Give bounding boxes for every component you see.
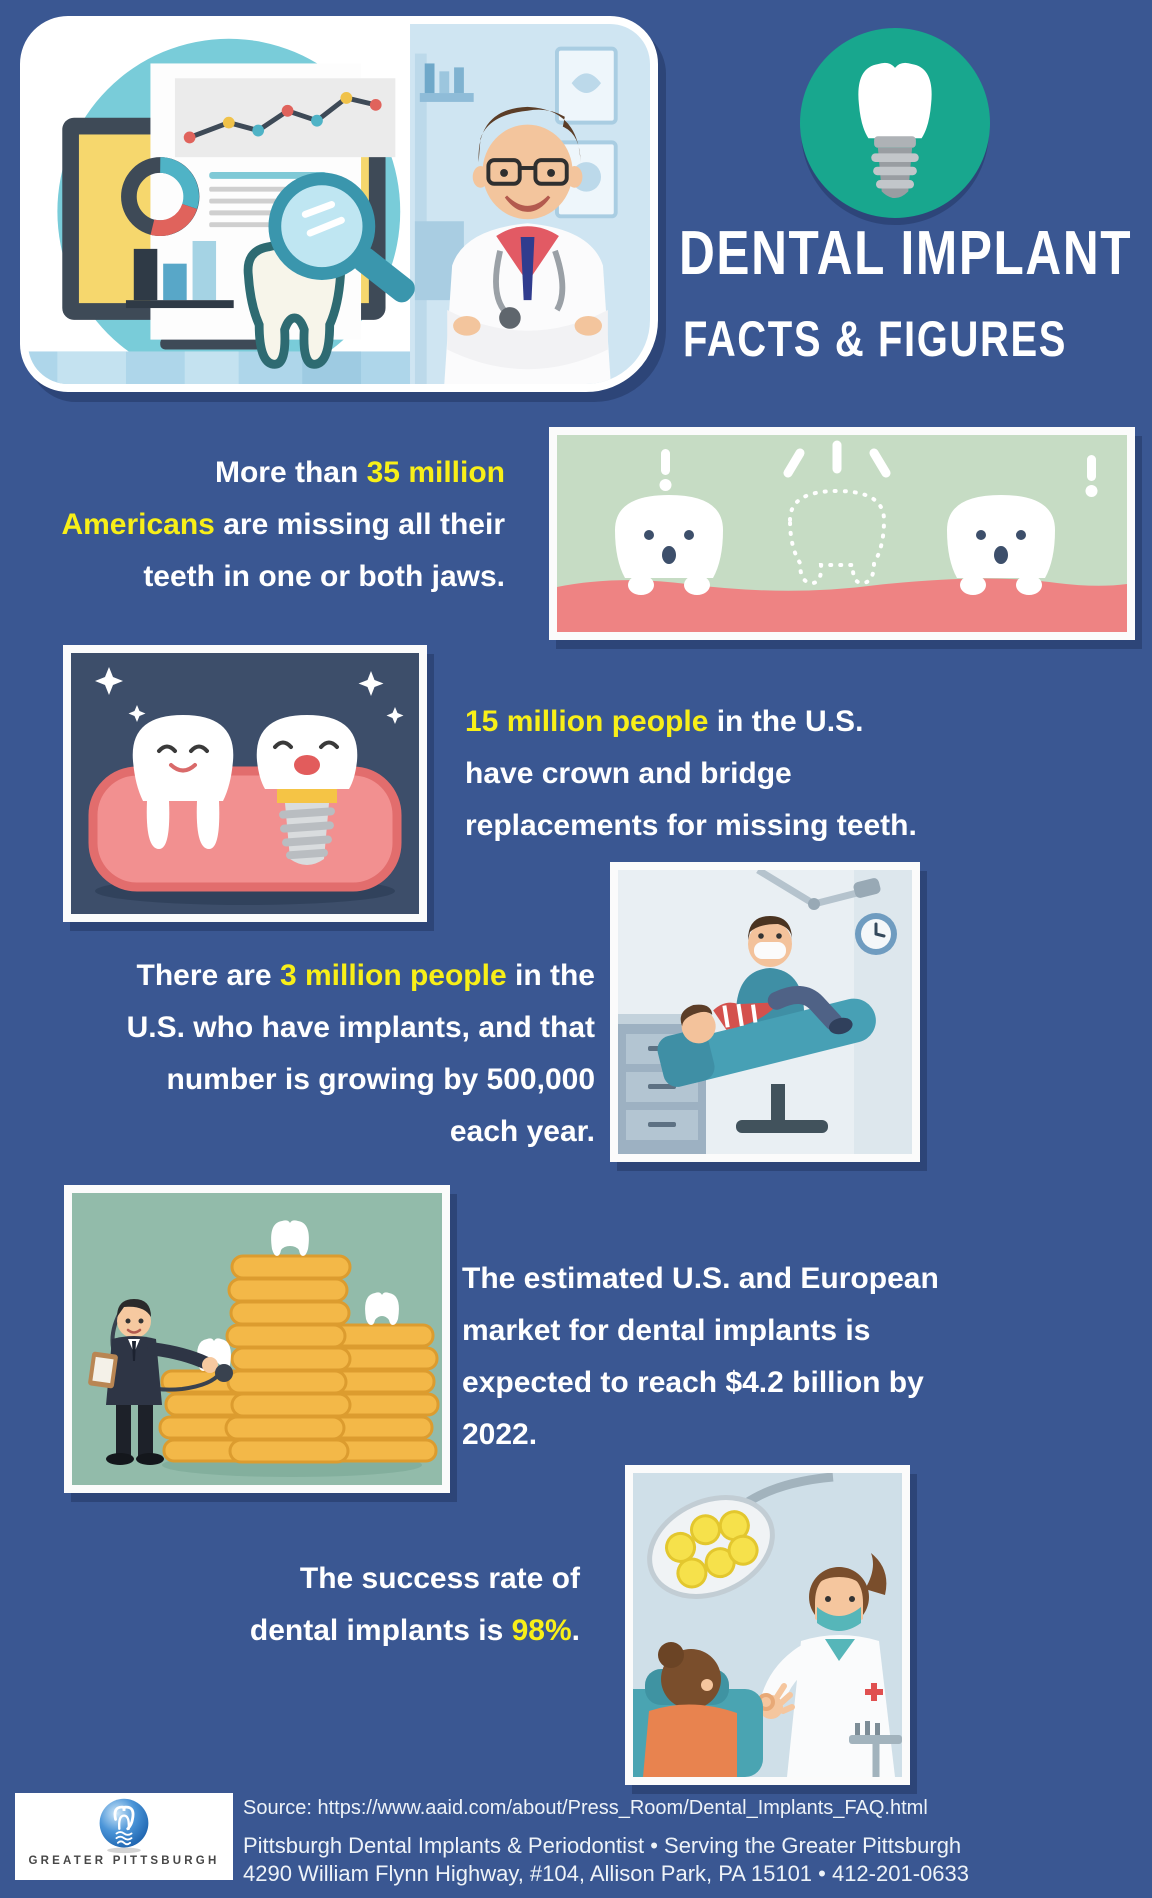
- fact-line: [462, 1253, 1022, 1305]
- tooth-coin-stacks-illustration: [72, 1193, 442, 1485]
- fact-line: [462, 1305, 1022, 1357]
- footer-text-block: [243, 1795, 1143, 1888]
- fact-line: [210, 1553, 580, 1605]
- fact-text: 2022.: [462, 1418, 538, 1451]
- fact-highlight: 98%: [511, 1614, 572, 1647]
- fact-missing-teeth: [5, 447, 505, 603]
- fact-line: [55, 950, 595, 1002]
- fact-text: have crown and bridge: [465, 757, 792, 790]
- fact-text: U.S. who have implants, and that: [126, 1011, 595, 1044]
- success-surgery-illustration: [633, 1473, 902, 1777]
- fact-text: in the U.S.: [708, 705, 864, 738]
- tooth-and-implant-illustration: [71, 653, 419, 914]
- fact-line: [462, 1357, 1022, 1409]
- greater-pittsburgh-logo: [15, 1793, 233, 1880]
- fact-line: [5, 551, 505, 603]
- fact-line: [465, 748, 985, 800]
- fact-text: There are: [136, 959, 280, 992]
- fact-crown-bridge: [465, 696, 985, 852]
- fact-highlight: Americans: [61, 508, 215, 541]
- fact-text: are missing all their: [214, 508, 505, 541]
- dental-chair-illustration: [618, 870, 912, 1154]
- fact-line: [55, 1002, 595, 1054]
- hero-illustration-panel: [20, 16, 658, 392]
- logo-text: GREATER PITTSBURGH: [28, 1855, 220, 1867]
- fact-market-size: [462, 1253, 1022, 1461]
- fact-line: [462, 1409, 1022, 1461]
- fact-text: market for dental implants is: [462, 1314, 871, 1347]
- fact-text: The estimated U.S. and European: [462, 1262, 939, 1295]
- fact-highlight: 3 million people: [279, 959, 507, 992]
- fact-text: replacements for missing teeth.: [465, 809, 917, 842]
- fact-highlight: 15 million people: [465, 705, 709, 738]
- page-title-line2: FACTS & FIGURES: [682, 311, 1068, 367]
- tooth-coin-stacks-illustration-panel: [64, 1185, 450, 1493]
- fact-success-rate: [210, 1553, 580, 1657]
- fact-text: each year.: [449, 1115, 595, 1148]
- fact-text: More than: [214, 456, 367, 489]
- missing-tooth-illustration-panel: [549, 427, 1135, 640]
- fact-text: dental implants is: [249, 1614, 512, 1647]
- fact-text: in the: [506, 959, 595, 992]
- success-surgery-illustration-panel: [625, 1465, 910, 1785]
- address-line: 4290 William Flynn Highway, #104, Allison Park, PA 15101 • 412-201-0633: [243, 1861, 969, 1886]
- fact-text: The success rate of: [299, 1562, 580, 1595]
- fact-implant-count: [55, 950, 595, 1158]
- fact-text: number is growing by 500,000: [166, 1063, 595, 1096]
- fact-line: [210, 1605, 580, 1657]
- fact-highlight: 35 million: [366, 456, 505, 489]
- dentist-with-charts-illustration: [28, 24, 650, 384]
- source-line: Source: https://www.aaid.com/about/Press_Room/Dental_Implants_FAQ.html: [243, 1797, 928, 1819]
- page-title-line1: DENTAL IMPLANT: [679, 219, 1133, 288]
- fact-text: expected to reach $4.2 billion by: [462, 1366, 924, 1399]
- fact-line: [465, 800, 985, 852]
- fact-line: [5, 447, 505, 499]
- dental-implant-badge: [800, 28, 990, 218]
- dental-chair-illustration-panel: [610, 862, 920, 1162]
- dental-implant-icon: [800, 28, 990, 218]
- fact-line: [55, 1106, 595, 1158]
- fact-text: teeth in one or both jaws.: [143, 560, 505, 593]
- tooth-and-implant-illustration-panel: [63, 645, 427, 922]
- fact-text: .: [571, 1614, 580, 1647]
- missing-tooth-illustration: [557, 435, 1127, 632]
- fact-line: [55, 1054, 595, 1106]
- fact-line: [465, 696, 985, 748]
- org-line: Pittsburgh Dental Implants & Periodontist • Serving the Greater Pittsburgh: [243, 1833, 962, 1858]
- tooth-globe-icon: [93, 1795, 155, 1855]
- fact-line: [5, 499, 505, 551]
